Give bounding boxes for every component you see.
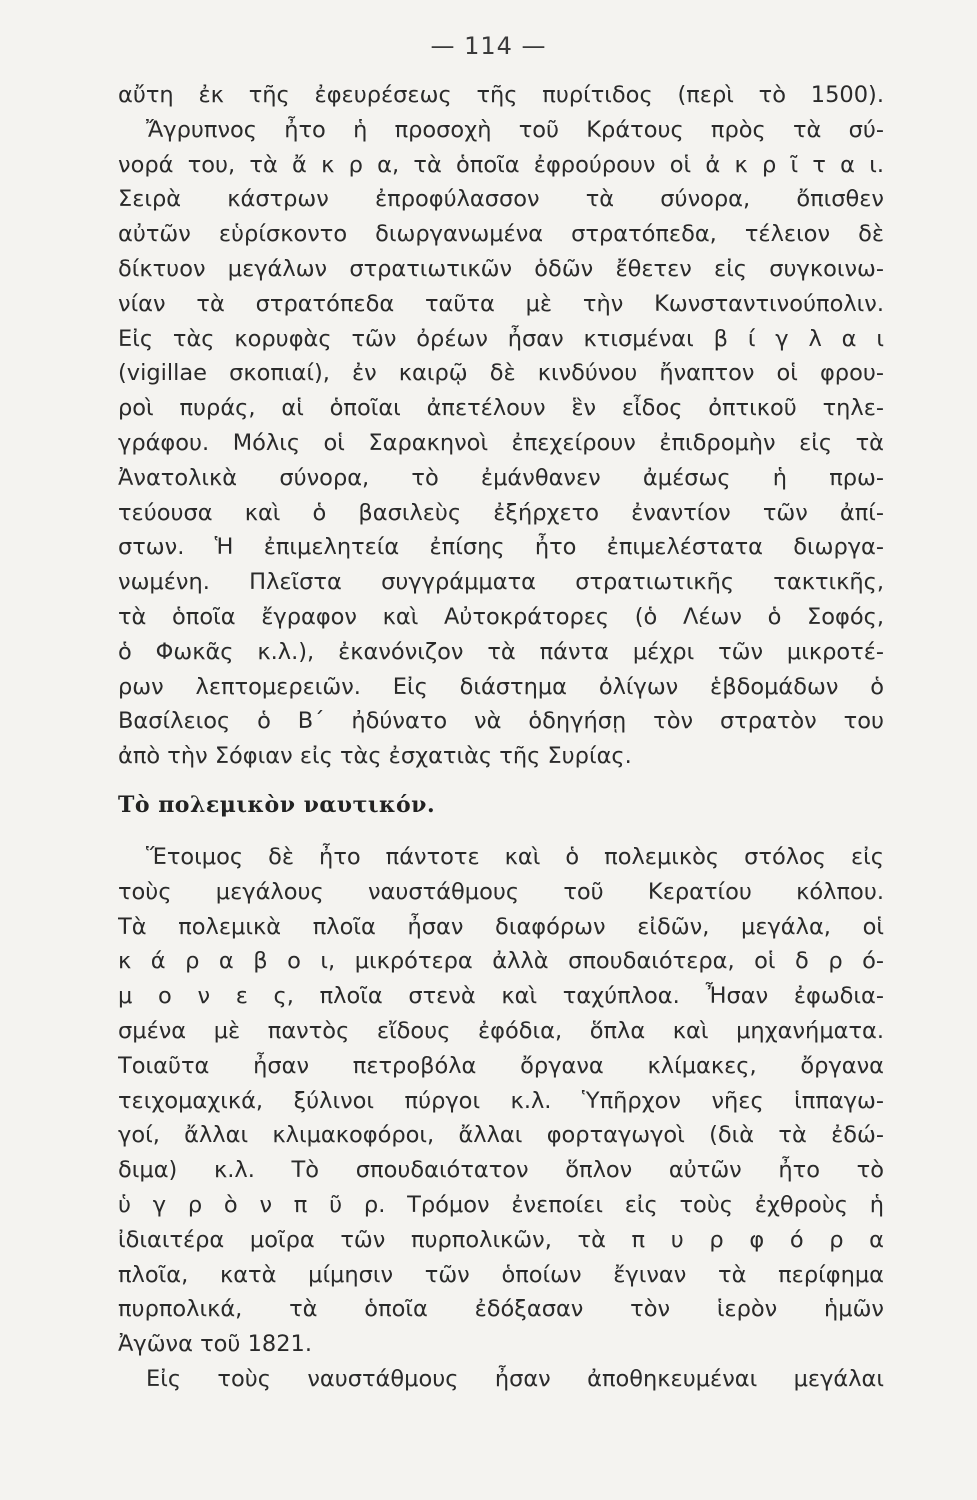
text-line: Τοιαῦτα ἦσαν πετροβόλα ὄργανα κλίμακες, ὄργανα (118, 1052, 884, 1079)
text-line: Ἕτοιμος δὲ ἦτο πάντοτε καὶ ὁ πολεμικὸς στόλος εἰς (146, 844, 884, 870)
text-line: νορά του, τὰ ἄ κ ρ α, τὰ ὁποῖα ἐφρούρουν οἱ ἀ κ ρ ῖ τ α ι. (118, 151, 884, 178)
text-line: αὔτη ἐκ τῆς ἐφευρέσεως τῆς πυρίτιδος (περὶ τὸ 1500). (118, 82, 884, 108)
text-line: πυρπολικά, τὰ ὁποῖα ἐδόξασαν τὸν ἱερὸν ἡμῶν (118, 1296, 884, 1323)
text-line: Ἀνατολικὰ σύνορα, τὸ ἐμάνθανεν ἀμέσως ἡ πρω- (118, 464, 884, 491)
text-line: δίκτυον μεγάλων στρατιωτικῶν ὁδῶν ἔθετεν εἰς συγκοινω- (118, 255, 884, 282)
text-line: ἀπὸ τὴν Σόφιαν εἰς τὰς ἐσχατιὰς τῆς Συρίας. (118, 743, 632, 770)
text-line: γράφου. Μόλις οἱ Σαρακηνοὶ ἐπεχείρουν ἐπιδρομὴν εἰς τὰ (118, 429, 884, 456)
text-line: Τὰ πολεμικὰ πλοῖα ἦσαν διαφόρων εἰδῶν, μεγάλα, οἱ (118, 913, 884, 940)
section-heading: Τὸ πολεμικὸν ναυτικόν. (118, 792, 436, 818)
paragraph-navy (118, 840, 884, 1397)
text-line: νίαν τὰ στρατόπεδα ταῦτα μὲ τὴν Κωνσταντινούπολιν. (118, 290, 884, 317)
text-line: Εἰς τοὺς ναυστάθμους ἦσαν ἀποθηκευμέναι μεγάλαι (146, 1365, 884, 1392)
text-line: μ ο ν ε ς, πλοῖα στενὰ καὶ ταχύπλοα. Ἦσαν ἐφωδια- (118, 983, 884, 1010)
text-line: ὁ Φωκᾶς κ.λ.), ἐκανόνιζον τὰ πάντα μέχρι τῶν μικροτέ- (118, 638, 884, 665)
text-line: ὑ γ ρ ὸ ν π ῦ ρ. Τρόμον ἐνεποίει εἰς τοὺς ἐχθροὺς ἡ (118, 1191, 884, 1218)
text-line: ρων λεπτομερειῶν. Εἰς διάστημα ὀλίγων ἑβδομάδων ὁ (118, 673, 884, 700)
text-line: Ἀγῶνα τοῦ 1821. (118, 1331, 312, 1358)
text-line: κ ά ρ α β ο ι, μικρότερα ἀλλὰ σπουδαιότερα, οἱ δ ρ ό- (118, 948, 884, 975)
text-line: τεύουσα καὶ ὁ βασιλεὺς ἐξήρχετο ἐναντίον τῶν ἀπί- (118, 499, 884, 526)
page-number: — 114 — (430, 32, 547, 60)
text-line: Σειρὰ κάστρων ἐπροφύλασσον τὰ σύνορα, ὄπισθεν (118, 186, 884, 213)
text-line: Βασίλειος ὁ Β΄ ἠδύνατο νὰ ὁδηγήσῃ τὸν στρατὸν του (118, 708, 884, 735)
text-line: (vigillae σκοπιαί), ἐν καιρῷ δὲ κινδύνου ἤναπτον οἱ φρου- (118, 360, 884, 387)
text-line: πλοῖα, κατὰ μίμησιν τῶν ὁποίων ἔγιναν τὰ περίφημα (118, 1261, 884, 1288)
paragraph-fortifications (118, 78, 884, 774)
text-line: αὐτῶν εὑρίσκοντο διωργανωμένα στρατόπεδα, τέλειον δὲ (118, 221, 884, 248)
text-line: ἰδιαιτέρα μοῖρα τῶν πυρπολικῶν, τὰ π υ ρ φ ό ρ α (118, 1226, 884, 1253)
text-line: διμα) κ.λ. Τὸ σπουδαιότατον ὅπλον αὐτῶν ἦτο τὸ (118, 1157, 884, 1184)
text-line: ροὶ πυράς, αἱ ὁποῖαι ἀπετέλουν ἓν εἶδος ὀπτικοῦ τηλε- (118, 395, 884, 422)
text-line: τειχομαχικά, ξύλινοι πύργοι κ.λ. Ὑπῆρχον νῆες ἱππαγω- (118, 1087, 884, 1114)
text-line: σμένα μὲ παντὸς εἴδους ἐφόδια, ὅπλα καὶ μηχανήματα. (118, 1017, 884, 1044)
text-line: Εἰς τὰς κορυφὰς τῶν ὀρέων ἦσαν κτισμέναι β ί γ λ α ι (118, 325, 884, 352)
text-line: γοί, ἄλλαι κλιμακοφόροι, ἄλλαι φορταγωγοὶ (διὰ τὰ ἐδώ- (118, 1122, 884, 1149)
text-line: τοὺς μεγάλους ναυστάθμους τοῦ Κερατίου κόλπου. (118, 878, 884, 905)
text-line: τὰ ὁποῖα ἔγραφον καὶ Αὐτοκράτορες (ὁ Λέων ὁ Σοφός, (118, 603, 884, 630)
text-line: νωμένη. Πλεῖστα συγγράμματα στρατιωτικῆς τακτικῆς, (118, 569, 884, 596)
text-line: Ἄγρυπνος ἦτο ἡ προσοχὴ τοῦ Κράτους πρὸς τὰ σύ- (146, 116, 884, 143)
text-line: στων. Ἡ ἐπιμελητεία ἐπίσης ἦτο ἐπιμελέστατα διωργα- (118, 534, 884, 561)
